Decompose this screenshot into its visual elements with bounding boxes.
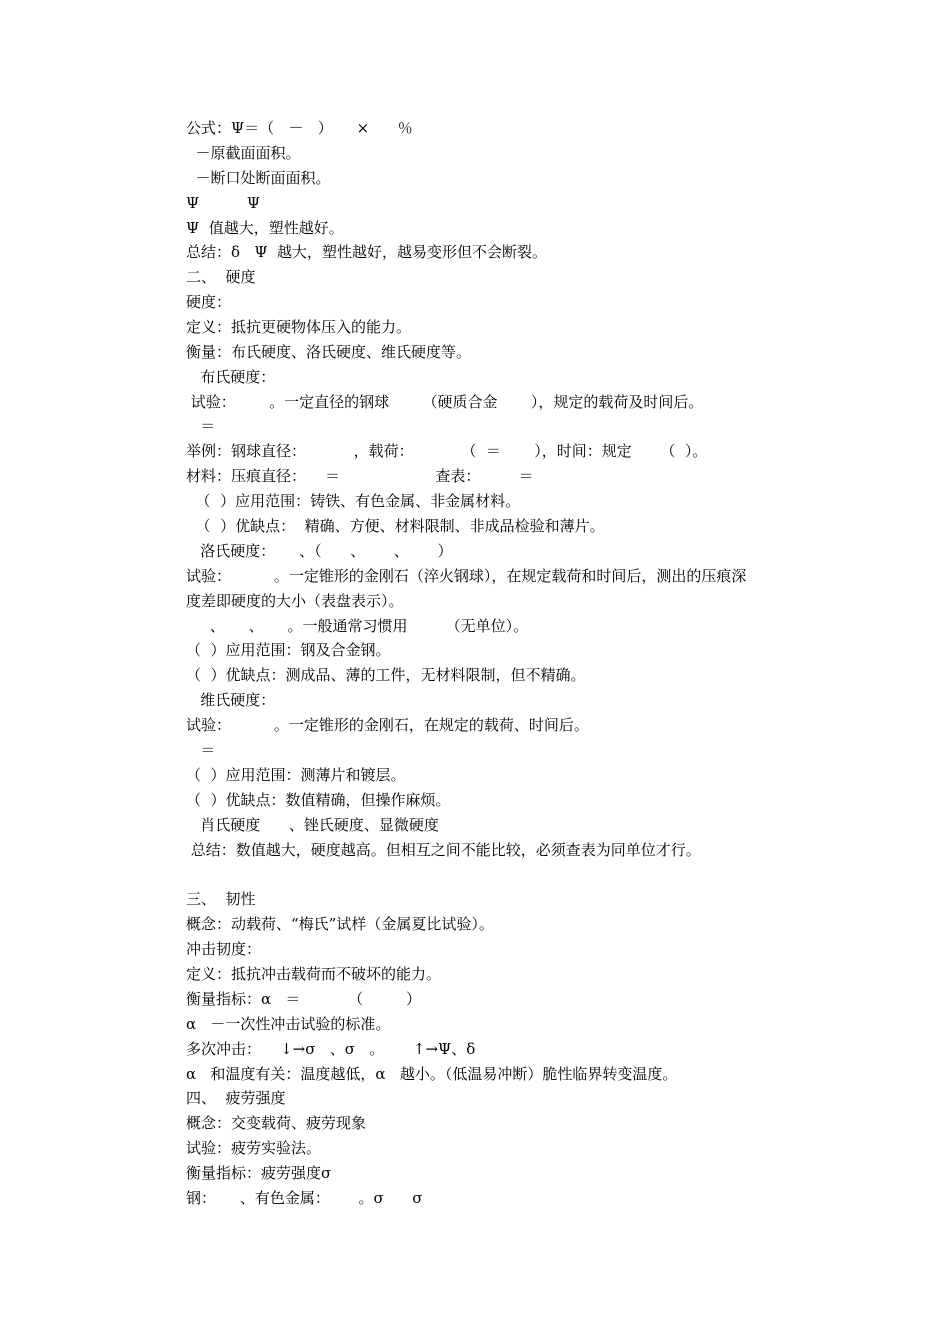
text-line: ＝ — [186, 417, 216, 435]
text-line: 概念：交变载荷、疲劳现象 — [186, 1114, 367, 1132]
text-line: 冲击韧度： — [186, 940, 262, 958]
text-line: ＝ — [186, 741, 216, 759]
text-line: （ ）优缺点：数值精确，但操作麻烦。 — [186, 791, 451, 809]
text-line: 定义：抵抗更硬物体压入的能力。 — [186, 318, 412, 336]
text-line: －原截面面积。 — [186, 144, 301, 162]
text-line: 衡量指标：α ＝ （ ） — [186, 990, 422, 1008]
text-line: 硬度： — [186, 293, 232, 311]
text-line: （ ）应用范围：钢及合金钢。 — [186, 641, 391, 659]
section-heading: 二、 硬度 — [186, 268, 256, 286]
text-line: 试验： 。一定直径的钢球 （硬质合金 ），规定的载荷及时间后。 — [186, 393, 704, 411]
text-line: （ ）优缺点：测成品、薄的工件，无材料限制，但不精确。 — [186, 666, 586, 684]
text-line: （ ）应用范围：测薄片和镀层。 — [186, 766, 406, 784]
text-line: 总结：δ Ψ 越大，塑性越好，越易变形但不会断裂。 — [186, 243, 548, 261]
text-line: （ ）应用范围：铸铁、有色金属、非金属材料。 — [186, 492, 521, 510]
section-heading: 四、 疲劳强度 — [186, 1089, 286, 1107]
text-line: 定义：抵抗冲击载荷而不破坏的能力。 — [186, 965, 442, 983]
text-line: 衡量：布氏硬度、洛氏硬度、维氏硬度等。 — [186, 343, 472, 361]
text-line: 肖氏硬度 、锉氏硬度、显微硬度 — [186, 816, 439, 834]
text-line: 试验： 。一定锥形的金刚石，在规定的载荷、时间后。 — [186, 716, 589, 734]
text-line: 概念：动载荷、“梅氏”试样（金属夏比试验）。 — [186, 915, 494, 933]
text-line: 维氏硬度： — [186, 691, 276, 709]
text-line: 、 、 。一般通常习惯用 （无单位）。 — [186, 617, 529, 635]
text-line: （ ）优缺点： 精确、方便、材料限制、非成品检验和薄片。 — [186, 517, 605, 535]
section-heading: 三、 韧性 — [186, 890, 256, 908]
text-line: 试验： 。一定锥形的金刚石（淬火钢球），在规定载荷和时间后，测出的压痕深 — [186, 567, 747, 585]
text-line: α －一次性冲击试验的标准。 — [186, 1015, 391, 1033]
text-line: α 和温度有关：温度越低，α 越小。（低温易冲断）脆性临界转变温度。 — [186, 1065, 678, 1083]
text-line: 布氏硬度： — [186, 368, 276, 386]
text-line: 总结：数值越大，硬度越高。但相互之间不能比较，必须查表为同单位才行。 — [186, 841, 701, 859]
text-line: 举例：钢球直径： ，载荷： （ ＝ ），时间：规定 （ ）。 — [186, 442, 708, 460]
text-line: －断口处断面面积。 — [186, 169, 331, 187]
text-line: 多次冲击： ↓→σ 、σ 。 ↑→Ψ、δ — [186, 1040, 476, 1058]
text-line: 试验：疲劳实验法。 — [186, 1139, 322, 1157]
text-line: 公式：Ψ＝（ － ） × ％ — [186, 119, 413, 137]
text-line: 材料：压痕直径： ＝ 查表： ＝ — [186, 467, 534, 485]
text-line: 洛氏硬度： 、（ 、 、 ） — [186, 542, 453, 560]
text-line: Ψ 值越大，塑性越好。 — [186, 219, 344, 237]
text-line: 衡量指标：疲劳强度σ — [186, 1164, 332, 1182]
text-line: 度差即硬度的大小（表盘表示）。 — [186, 592, 404, 610]
text-line: Ψ Ψ — [186, 194, 260, 212]
text-line: 钢： 、有色金属： 。σ σ — [186, 1189, 423, 1207]
